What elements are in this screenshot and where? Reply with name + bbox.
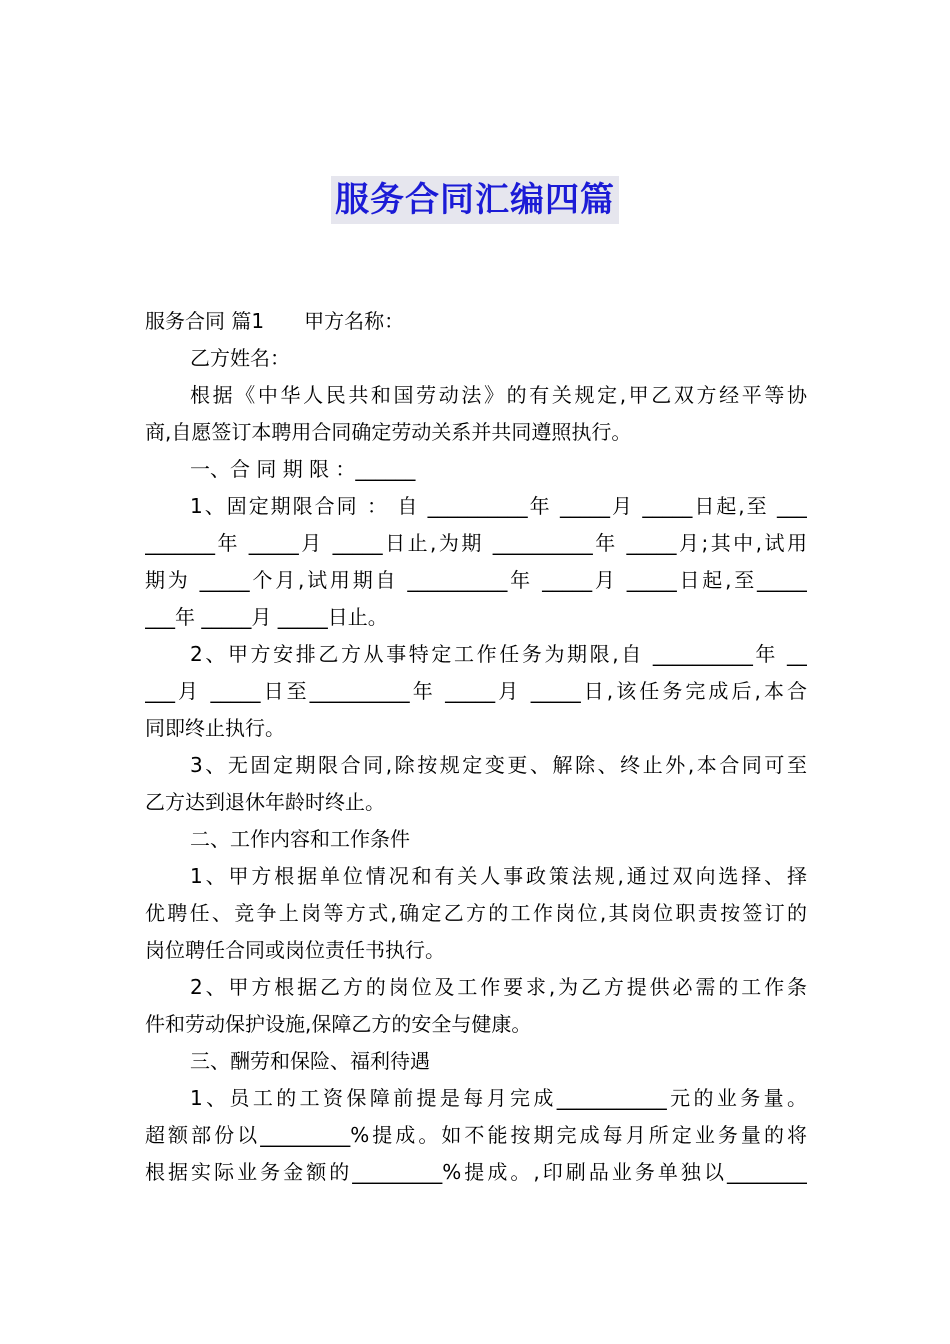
paragraph-line: 1、固定期限合同 ： 自 __________年 _____月 _____日起,至 ___ [190,494,807,518]
paragraph-line: 2、甲方根据乙方的岗位及工作要求,为乙方提供必需的工作条 [190,975,807,999]
paragraph-line: 一、合 同 期 限 ：______ [190,457,416,481]
paragraph-line: _______年 _____月 _____日止,为期 __________年 _____月;其中,试用 [145,531,807,555]
paragraph-line: 超额部份以_________%提成。如不能按期完成每月所定业务量的将 [145,1123,807,1147]
paragraph-line: ___年 _____月 _____日止。 [145,605,388,629]
paragraph-line: 根据实际业务金额的_________%提成。,印刷品业务单独以________ [145,1160,807,1184]
paragraph-line: 根据《中华人民共和国劳动法》的有关规定,甲乙双方经平等协 [190,383,807,407]
paragraph-line: 1、员工的工资保障前提是每月完成___________元的业务量。 [190,1086,807,1110]
paragraph-line: 优聘任、竞争上岗等方式,确定乙方的工作岗位,其岗位职责按签订的 [145,901,807,925]
paragraph-line: 1、甲方根据单位情况和有关人事政策法规,通过双向选择、择 [190,864,807,888]
paragraph-line: ___月 _____日至__________年 _____月 _____日,该任务完成后,本合 [145,679,807,703]
paragraph-line: 乙方姓名： [190,346,290,370]
paragraph-line: 件和劳动保护设施,保障乙方的安全与健康。 [145,1012,532,1036]
title-container [0,176,950,224]
paragraph-line: 岗位聘任合同或岗位责任书执行。 [145,938,445,962]
document-body [145,303,807,1191]
paragraph-line: 三、酬劳和保险、福利待遇 [190,1049,430,1073]
paragraph-line: 2、甲方安排乙方从事特定工作任务为期限,自 __________年 __ [190,642,807,666]
paragraph-line: 期为 _____个月,试用期自 __________年 _____月 _____日起,至_____ [145,568,807,592]
paragraph-line: 3、无固定期限合同,除按规定变更、解除、终止外,本合同可至 [190,753,807,777]
paragraph-line: 二、工作内容和工作条件 [190,827,410,851]
paragraph-line: 同即终止执行。 [145,716,285,740]
paragraph-line: 乙方达到退休年龄时终止。 [145,790,385,814]
paragraph-line: 商,自愿签订本聘用合同确定劳动关系并共同遵照执行。 [145,420,632,444]
document-title: 服务合同汇编四篇 [331,176,619,224]
paragraph-line: 服务合同 篇1 甲方名称： [145,309,405,333]
